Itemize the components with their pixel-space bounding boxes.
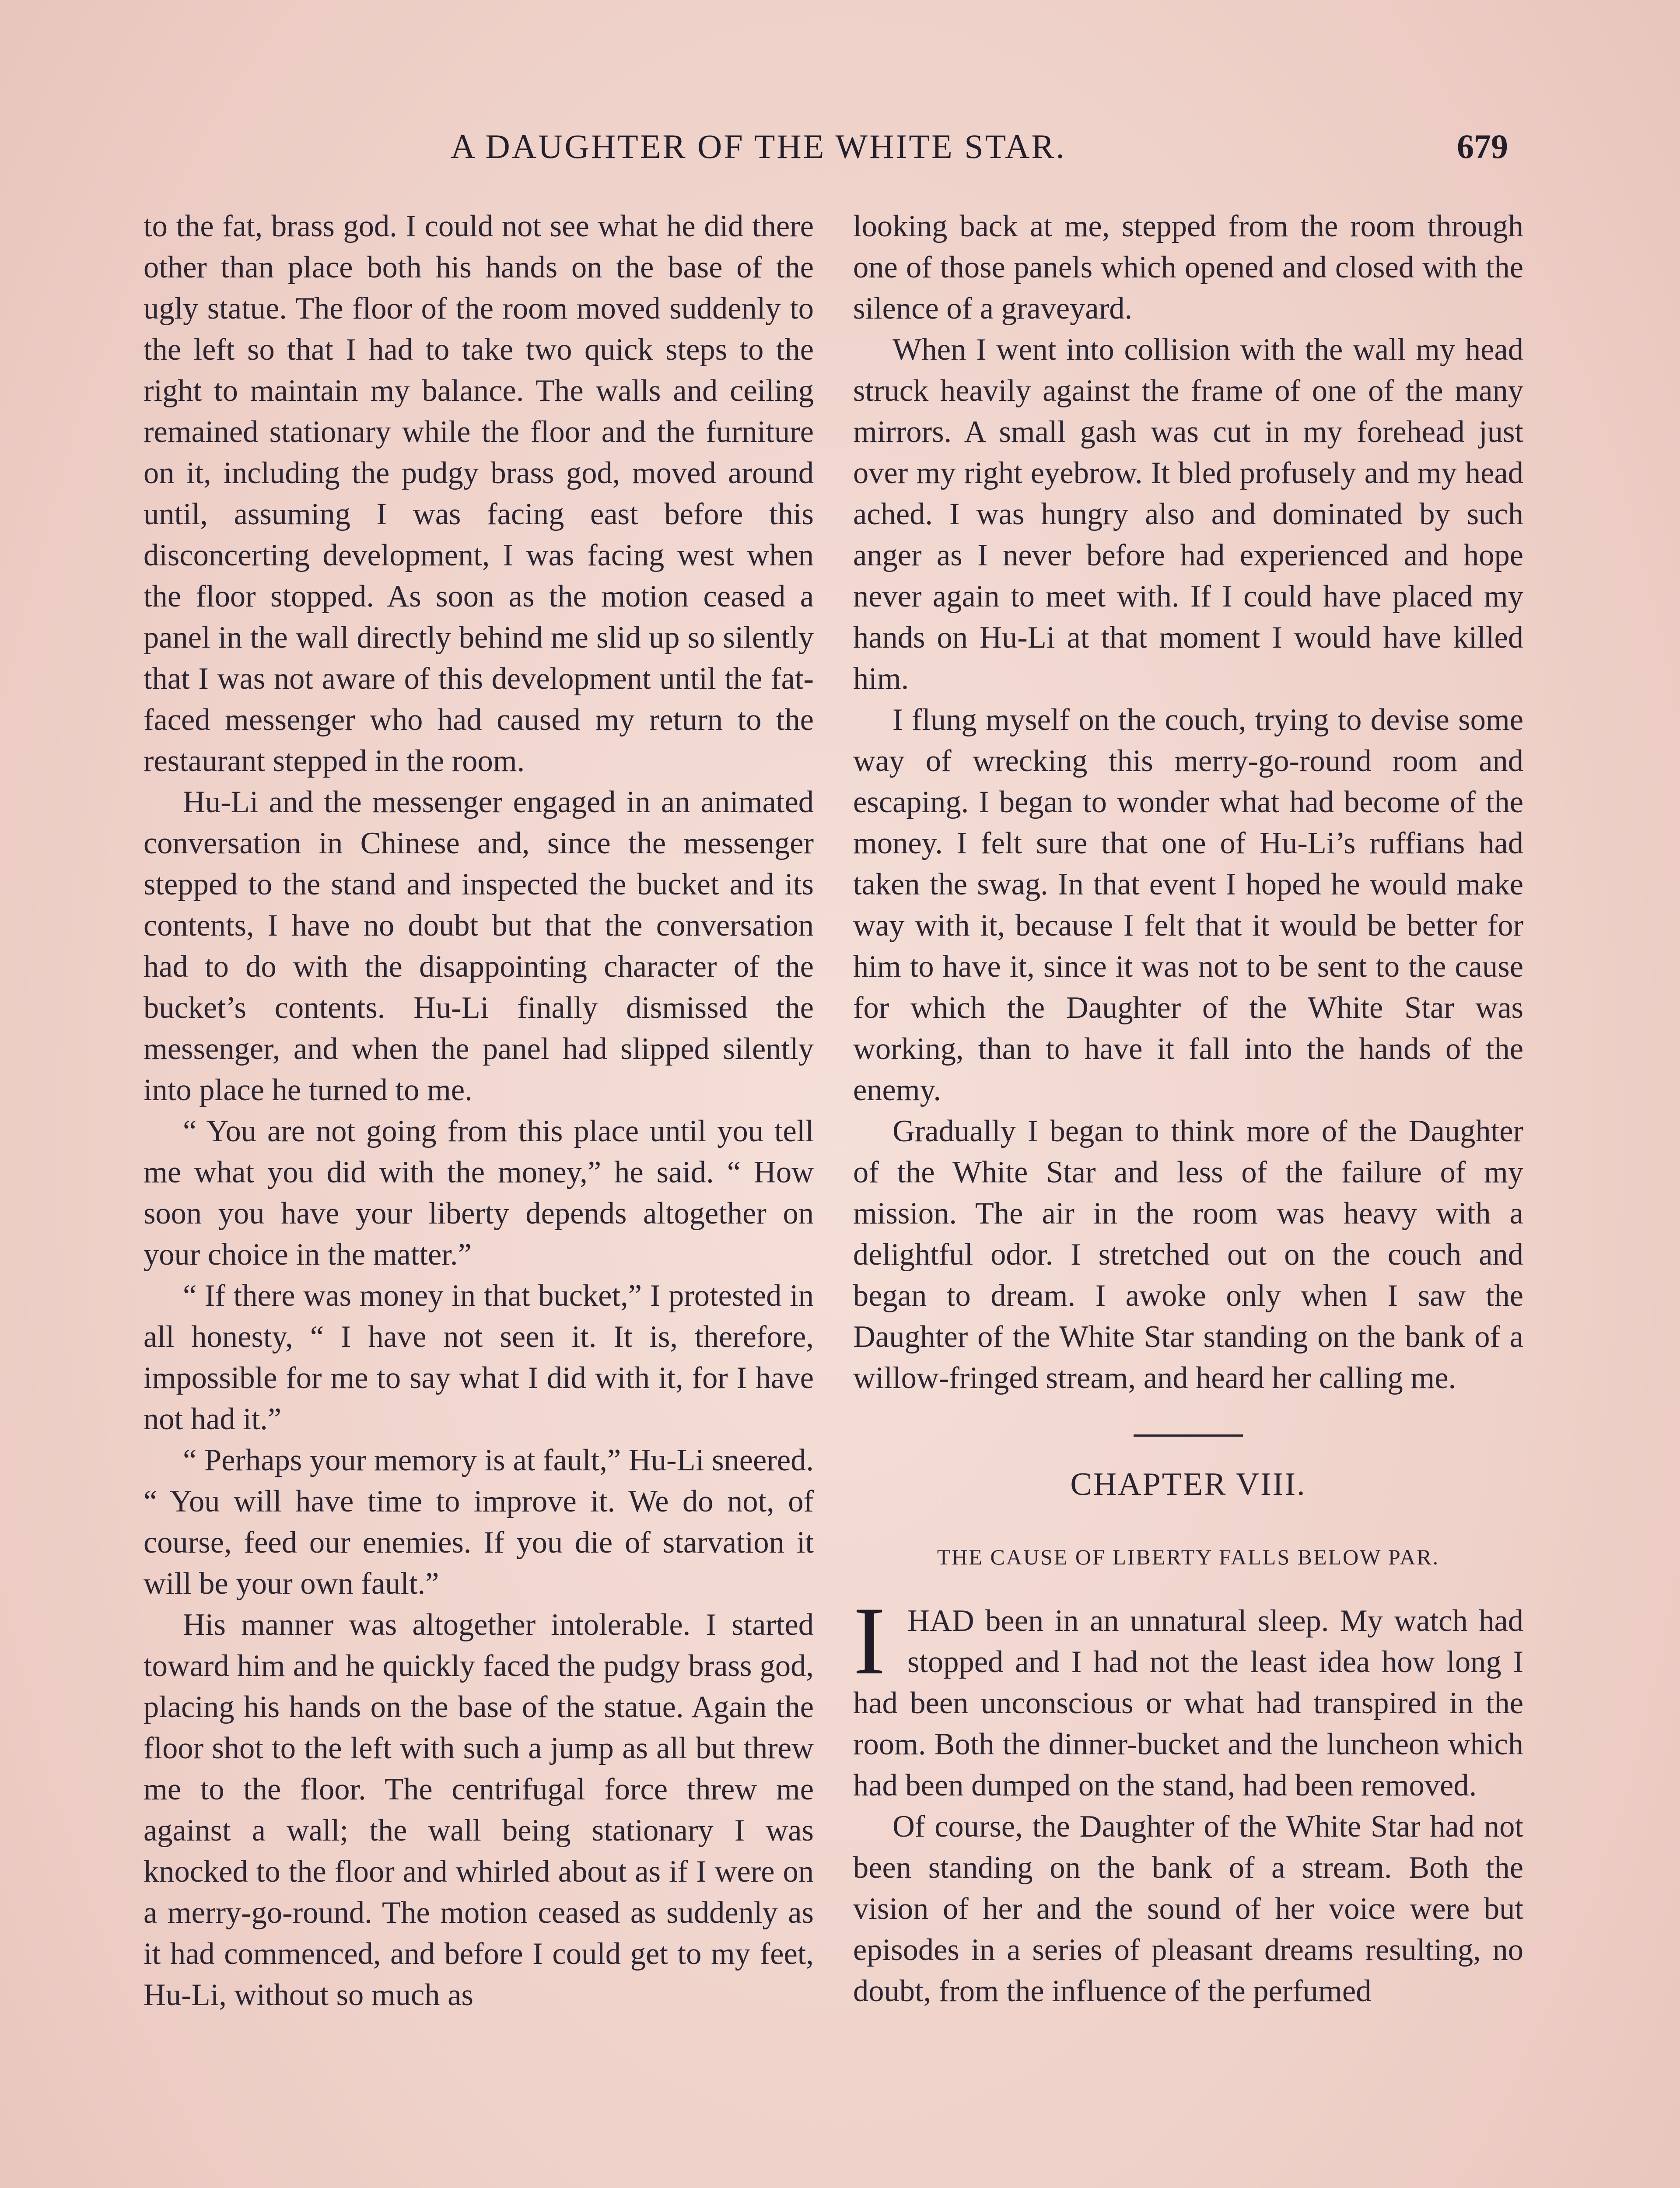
paragraph-text: HAD been in an unnatural sleep. My watch had stopped and I had not the least idea how long I had been unconscious or what had transpired in the room. Both the dinner-bucket and the luncheon which had been dumped on the stand, had been removed. xyxy=(853,1604,1523,1802)
chapter-opening-paragraph xyxy=(853,1587,1523,1806)
page-number: 679 xyxy=(1457,127,1508,165)
section-divider xyxy=(1134,1434,1243,1437)
paragraph: to the fat, brass god. I could not see what he did there other than place both his hands on the base of the ugly statue. The floor of the room moved suddenly to the left so that I had to take two quick steps to the right to maintain my balance. The walls and ceiling remained stationary while the floor and the furniture on it, including the pudgy brass god, moved around until, assuming I was facing east before this disconcerting development, I was facing west when the floor stopped. As soon as the motion ceased a panel in the wall directly behind me slid up so silently that I was not aware of this development until the fat-faced messenger who had caused my return to the restaurant stepped in the room. xyxy=(144,209,814,778)
paragraph: When I went into collision with the wall my head struck heavily against the frame of one of the many mirrors. A small gash was cut in my forehead just over my right eyebrow. It bled profusely and my head ached. I was hungry also and dominated by such anger as I never before had experienced and hope never again to meet with. If I could have placed my hands on Hu-Li at that moment I would have killed him. xyxy=(853,333,1523,696)
chapter-subtitle: THE CAUSE OF LIBERTY FALLS BELOW PAR. xyxy=(937,1545,1440,1569)
paragraph: I flung myself on the couch, trying to devise some way of wrecking this merry-go-round room and escaping. I began to wonder what had become of the money. I felt sure that one of Hu-Li’s ruffians had taken the swag. In that event I hoped he would make way with it, because I felt that it would be better for him to have it, since it was not to be sent to the cause for which the Daughter of the White Star was working, than to have it fall into the hands of the enemy. xyxy=(853,703,1523,1107)
drop-cap: I xyxy=(853,1587,886,1695)
right-column xyxy=(853,206,1523,2012)
paragraph: His manner was altogether intolerable. I started toward him and he quickly faced the pudgy brass god, placing his hands on the base of the statue. Again the floor shot to the left with such a jump as all but threw me to the floor. The centrifugal force threw me against a wall; the wall being stationary I was knocked to the floor and whirled about as if I were on a merry-go-round. The motion ceased as suddenly as it had commenced, and before I could get to my feet, Hu-Li, without so much as xyxy=(144,1608,814,2012)
paragraph: Of course, the Daughter of the White Star had not been standing on the bank of a stream. Both the vision of her and the sound of her voice were but episodes in a series of pleasant dreams resulting, no doubt, from the influence of the perfumed xyxy=(853,1809,1523,2008)
page-header xyxy=(0,127,1680,175)
paragraph: Gradually I began to think more of the Daughter of the White Star and less of the failure of my mission. The air in the room was heavy with a delightful odor. I stretched out on the couch and began to dream. I awoke only when I saw the Daughter of the White Star standing on the bank of a willow-fringed stream, and heard her calling me. xyxy=(853,1114,1523,1395)
paragraph: “ You are not going from this place until you tell me what you did with the money,” he said. “ How soon you have your liberty depends altogether on your choice in the matter.” xyxy=(144,1114,814,1272)
chapter-title: CHAPTER VIII. xyxy=(1070,1466,1306,1502)
paragraph: “ If there was money in that bucket,” I protested in all honesty, “ I have not seen it. It is, therefore, impossible for me to say what I did with it, for I have not had it.” xyxy=(144,1279,814,1436)
left-column xyxy=(144,206,814,2016)
paragraph: “ Perhaps your memory is at fault,” Hu-Li sneered. “ You will have time to improve it. We do not, of course, feed our enemies. If you die of starvation it will be your own fault.” xyxy=(144,1443,814,1601)
running-title: A DAUGHTER OF THE WHITE STAR. xyxy=(451,127,1066,165)
paragraph: looking back at me, stepped from the room through one of those panels which opened and closed with the silence of a graveyard. xyxy=(853,209,1523,326)
paragraph: Hu-Li and the messenger engaged in an animated conversation in Chinese and, since the messenger stepped to the stand and inspected the bucket and its contents, I have no doubt but that the conversation had to do with the disappointing character of the bucket’s contents. Hu-Li finally dismissed the messenger, and when the panel had slipped silently into place he turned to me. xyxy=(144,785,814,1107)
